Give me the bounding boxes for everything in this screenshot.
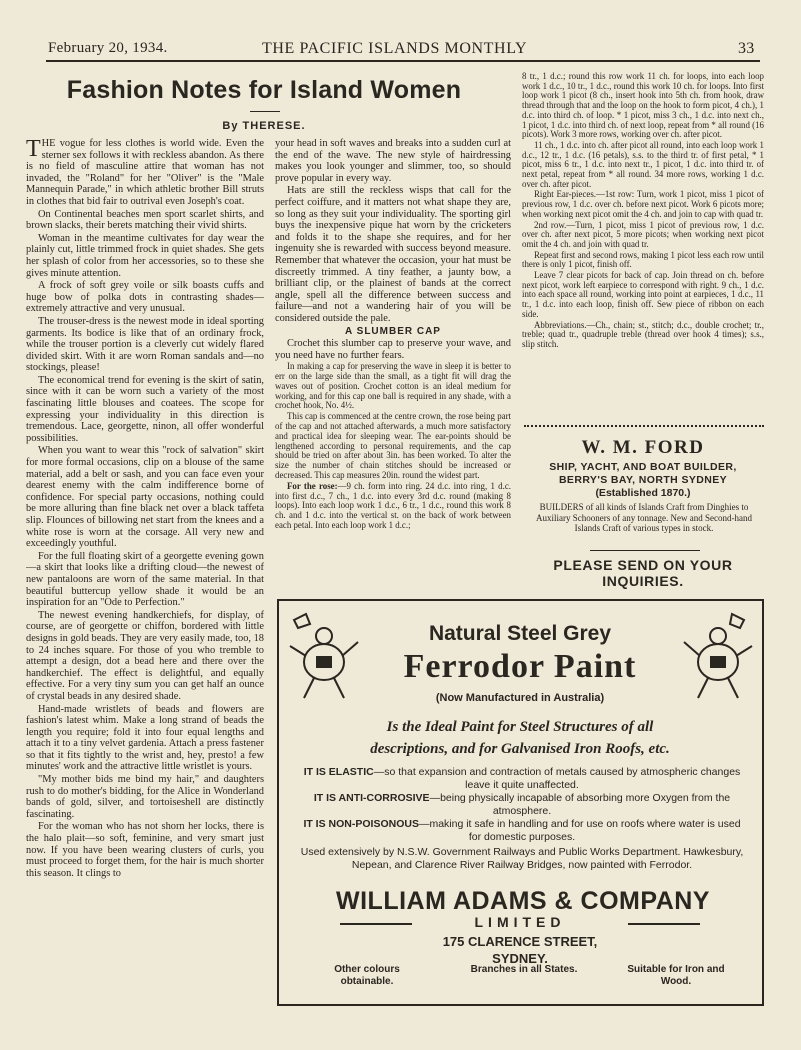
- paragraph: Hand-made wristlets of beads and flowers are fashion's latest whim. Make a long strand of beads the length you require; fold it into four equal lengths and attach it to a tiny velvet gardenia. Attach a press fastener so that it fits tightly to the wrist and, hey, presto! a few minutes' work and the attractive little wristlet is yours.: [26, 703, 264, 773]
- ferrodor-ad-usage: Used extensively by N.S.W. Government Railways and Public Works Department. Hawkesbury, Nepean, and Clarence River Railway Bridges, now painted with Ferrodor.: [300, 846, 744, 871]
- slumber-cap-heading: A SLUMBER CAP: [345, 325, 441, 337]
- header-page-number: 33: [738, 40, 755, 57]
- article-column-1: [26, 138, 264, 1044]
- paragraph: Crochet this slumber cap to preserve your wave, and you need have no further fears.: [275, 338, 511, 361]
- ferrodor-ad-claim: IT IS ANTI-CORROSIVE—being physically incapable of absorbing more Oxygen from the atmosphere.: [313, 792, 731, 817]
- article-column-3: [522, 72, 764, 412]
- paragraph: When you want to wear this "rock of salvation" skirt for more formal occasions, clip on a blouse of the same material, add a belt or sash, and you can face even your dearest enemy with the calm indifference borne of confidence. For special party occasions, nothing could be more alluring than fine black net over a black taffeta slip. Flounces of billowing net start from the knees and a white rose is worn at the corsage. All very new and exceedingly youthful.: [26, 445, 264, 550]
- paragraph: Abbreviations.—Ch., chain; st., stitch; d.c., double crochet; tr., treble; quad tr., quadruple treble (thread over hook 4 times); s.s., slip stitch.: [522, 319, 764, 349]
- ford-ad-line: BERRY'S BAY, NORTH SYDNEY: [558, 474, 728, 486]
- paragraph: For the rose:—9 ch. form into ring. 24 d.c. into ring, 1 d.c. into first d.c., 7 ch., 1 d.c. into every 3rd d.c. round (making 8 loops). Into each loop work 1 d.c., 6 tr., 1 d.c., round this work 8 ch. and 1 d.c. into the vertical st. on the back of work between each petal. Into each loop work 1 d.c.;: [275, 480, 511, 531]
- paragraph: This cap is commenced at the centre crown, the rose being part of the cap and not attached afterwards, a much more satisfactory and practical idea for sleeping wear. The ear-points should be lengthened according to personal requirements, and the cap should be tried on after about 3in. has been worked. To alter the size the number of chain stitches should be increased or decreased. This cap measures 20in. round the widest part.: [275, 411, 511, 481]
- paragraph: "My mother bids me bind my hair," and daughters rush to do mother's bidding, for the Alice in Wonderland bands of gold, silver, and tortoiseshell are distinctly fascinating.: [26, 774, 264, 820]
- paragraph: Woman in the meantime cultivates for day wear the plainly cut, little trimmed frock in quiet shades. She gets her splash of color from her accessories, so to these she gives minute attention.: [26, 232, 264, 279]
- paragraph: The trouser-dress is the newest mode in ideal sporting garments. Its bodice is like that of an ordinary frock, while the trouser portion is a cleverly cut widely flared divided skirt. With it are worn Roman sandals and—no stockings, please!: [26, 315, 264, 374]
- ferrodor-ad-city: SYDNEY.: [492, 951, 548, 966]
- paragraph: Repeat first and second rows, making 1 picot less each row until there is only 1 picot, finish off.: [522, 249, 764, 270]
- paragraph: your head in soft waves and breaks into a sudden curl at the end of the wave. The new style of hairdressing makes you look younger and slimmer, too, so should prove popular in every way.: [275, 138, 511, 184]
- paragraph: In making a cap for preserving the wave in sleep it is better to err on the large side than the small, as a tight fit will drag the waves out of position. Crochet cotton is an ideal medium for working, and for this cap one ball is required in any shade, with a crochet hook, No. 4½.: [275, 361, 511, 411]
- ferrodor-ad-limited: LIMITED: [474, 914, 566, 930]
- header-date: February 20, 1934.: [48, 40, 168, 56]
- header-title: THE PACIFIC ISLANDS MONTHLY: [262, 40, 528, 57]
- ferrodor-ad-street: 175 CLARENCE STREET,: [442, 934, 598, 949]
- ferrodor-ad-claim: IT IS ELASTIC—so that expansion and contraction of metals caused by atmospheric changes leave it quite unaffected.: [303, 766, 741, 791]
- rose-label: For the rose:: [287, 480, 338, 491]
- article-byline: By THERESE.: [222, 120, 306, 132]
- article-title: Fashion Notes for Island Women: [66, 76, 462, 104]
- ferrodor-ad-claim: IT IS NON-POISONOUS—making it safe in handling and for use on roofs where water is used for domestic purposes.: [303, 818, 741, 843]
- paragraph: For the woman who has not shorn her locks, there is the halo plait—so soft, feminine, and very smart just now. If you have been wearing clusters of curls, you must proceed to forget them, for the hair is much shorter this season. It clings to: [26, 821, 264, 879]
- paragraph: A frock of soft grey voile or silk boasts cuffs and huge bow of polka dots in contrasting shades—extremely attractive and very unusual.: [26, 280, 264, 315]
- ferrodor-ad-footnote: Suitable for Iron and Wood.: [627, 964, 725, 987]
- title-rule: [250, 111, 280, 112]
- ferrodor-ad-tagline: Natural Steel Grey: [428, 622, 612, 645]
- ferrodor-ad-product-name: Ferrodor Paint: [403, 648, 637, 685]
- paragraph: 11 ch., 1 d.c. into ch. after picot all round, into each loop work 1 d.c., 12 tr., 1 d.c. (16 petals), s.s. to the third tr. of first petal, * 1 picot, miss 6 tr., 1 d.c. into next tr., 1 picot, 1 d.c. into third tr. of next petal, repeat from * all round. 34 more rows, working 1 d.c. over ch. after picot.: [522, 139, 764, 189]
- article-column-2: [275, 138, 511, 594]
- paragraph: The economical trend for evening is the skirt of satin, since with it can be worn such a variety of the most fascinating little blouses and coatees. The scope for expressing your individuality in this direction is tremendous. Lace, georgette, ninon, all offer wonderful possibilities.: [26, 374, 264, 444]
- ford-ad-established: (Established 1870.): [595, 487, 691, 499]
- ford-ad-text: BUILDERS of all kinds of Islands Craft from Dinghies to Auxiliary Schooners of any tonnage. New and Second-hand Islands Craft of various types in stock.: [536, 502, 752, 533]
- ford-ad-line: SHIP, YACHT, AND BOAT BUILDER,: [549, 461, 737, 473]
- paragraph: The newest evening handkerchiefs, for display, of course, are of georgette or chiffon, bordered with little designs in gold beads. They are very easily made, too, 18 to 24 inches square. For those of you who tremble to attempt a design, dot a bead here and there over the handkerchief. The effect is delightful, and equally effective. For a very tiny sum you can get half an ounce of crystal beads in any desired shade.: [26, 609, 264, 702]
- paragraph: Leave 7 clear picots for back of cap. Join thread on ch. before next picot, work left earpiece to correspond with right. 9 ch., 1 d.c. into each space all round, working into point at earpieces, 1 d.c., 11 tr., 1 d.c. into each loop, finish off. Sew piece of ribbon on each side.: [522, 270, 764, 319]
- paragraph: THE vogue for less clothes is world wide. Even the sterner sex follows it with reckless abandon. As there is no field of masculine attire that woman has not invaded, the "Roland" for her "Oliver" is the "Male Mannequin Parade," in which athletic brother Bill struts in clothes that bid fair to outrival even Joseph's coat.: [26, 138, 264, 207]
- ferrodor-ad-manufactured: (Now Manufactured in Australia): [435, 692, 605, 704]
- ferrodor-ad-company: WILLIAM ADAMS & COMPANY: [336, 887, 710, 915]
- ferrodor-ad-footnote: Branches in all States.: [470, 964, 578, 975]
- ford-ad-cta: INQUIRIES.: [602, 573, 684, 589]
- header-rule: [46, 60, 760, 62]
- ford-ad-cta: PLEASE SEND ON YOUR: [553, 557, 733, 573]
- ferrodor-ad-footnote: Other colours obtainable.: [334, 964, 400, 987]
- paragraph: On Continental beaches men sport scarlet shirts, and brown slacks, their berets matching their vivid shirts.: [26, 208, 264, 232]
- drop-cap: T: [26, 138, 41, 162]
- paragraph: 2nd row.—Turn, 1 picot, miss 1 picot of previous row, 1 d.c. over ch. after next picot, 5 more picots; when working next picot omit the 4 ch. and join with quad tr.: [522, 219, 764, 249]
- paragraph: Hats are still the reckless wisps that call for the perfect coiffure, and it matters not what shape they are, so long as they suit your individuality. The sporting girl buys the inexpensive pique hat worn by the cricketers and folds it to the shape she requires, and for her ingenuity she is rewarded with success beyond measure. Remember that whatever the occasion, your hat must be discreetly trimmed. A tiny feather, a jaunty bow, a brilliant clip, or the plainest of bands at the correct angle, spell all the difference between success and failure—and not a wandering hair of you will be considered outside the pale.: [275, 185, 511, 324]
- limited-rule-left: [340, 923, 412, 925]
- paragraph: 8 tr., 1 d.c.; round this row work 11 ch. for loops, into each loop work 1 d.c., 10 tr., 1 d.c., round this work 10 ch. for loops. Into first loop work 1 picot (8 ch., insert hook into 5th ch. from hook, draw thread through that and the loop on the hook to form picot, 4 ch.), 1 d.c. into third ch. of loop. * 1 picot, miss 3 ch., 1 d.c. into next ch., 1 picot, 1 d.c. into third ch. of next loop, repeat from * all round (16 picots). Work 3 more rows, working over ch. after picot.: [522, 72, 764, 140]
- ford-ad-rule: [524, 425, 764, 427]
- paragraph: Right Ear-pieces.—1st row: Turn, work 1 picot, miss 1 picot of previous row, 1 d.c. over ch. before next picot. Work 6 picots more; when working next picot omit the 4 ch. and join to cap with quad tr.: [522, 189, 764, 219]
- ferrodor-ad-ideal: Is the Ideal Paint for Steel Structures of all descriptions, and for Galvanised Iron Roofs, etc.: [370, 719, 670, 757]
- ford-ad-name: W. M. FORD: [581, 437, 705, 458]
- ford-ad-divider: [590, 550, 700, 551]
- paragraph: For the full floating skirt of a georgette evening gown—a skirt that looks like a drifting cloud—the newest of new pantaloons are worn of the same material. In that beautiful buttercup yellow shade it would be an inspiration for an "Ode to Perfection.": [26, 550, 264, 609]
- limited-rule-right: [628, 923, 700, 925]
